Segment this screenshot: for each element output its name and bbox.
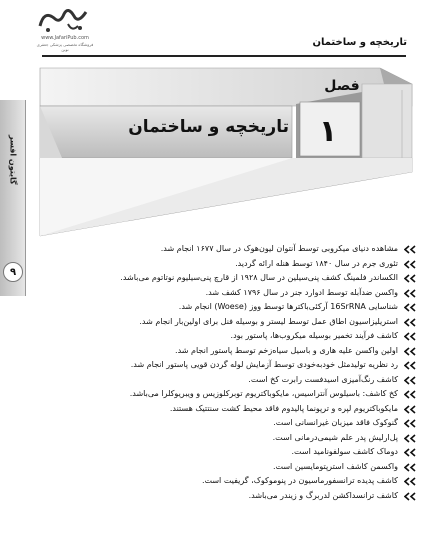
- publisher-url: www.JafariPub.com: [41, 35, 89, 41]
- running-header-title: تاریخچه و ساختمان: [312, 37, 407, 48]
- list-item: [40, 474, 416, 489]
- list-item-text: گنوکوک فاقد میزبان غیرانسانی است.: [273, 418, 398, 427]
- double-chevron-bullet-icon: [404, 463, 416, 472]
- publisher-tagline: فروشگاه تخصصی پزشکی جعفری نوین: [36, 42, 94, 52]
- list-item-text: استریلیزاسیون اطاق عمل توسط لیستر و بوسیله فنل برای اولین‌بار انجام شد.: [139, 316, 398, 326]
- double-chevron-bullet-icon: [404, 477, 416, 486]
- list-item-text: دوماک کاشف سولفونامید است.: [291, 447, 398, 456]
- list-item: [40, 300, 416, 315]
- list-item-text: کاشف پدیده ترانسفورماسیون در پنوموکوک، گریفیت است.: [201, 476, 398, 485]
- double-chevron-bullet-icon: [404, 303, 416, 312]
- double-chevron-bullet-icon: [404, 260, 416, 269]
- list-item-text: واکسمن کاشف استرپتومایسین است.: [272, 461, 398, 471]
- list-item: [40, 431, 416, 446]
- list-item: [40, 489, 416, 504]
- chapter-label: فصل: [324, 78, 360, 94]
- fact-list: [40, 242, 416, 503]
- list-item: [40, 329, 416, 344]
- list-item: [40, 344, 416, 359]
- double-chevron-bullet-icon: [404, 376, 416, 385]
- double-chevron-bullet-icon: [404, 492, 416, 501]
- double-chevron-bullet-icon: [404, 448, 416, 457]
- double-chevron-bullet-icon: [404, 289, 416, 298]
- list-item-text: کاشف رنگ‌آمیزی اسیدفست رابرت کخ است.: [248, 374, 398, 384]
- list-item: [40, 416, 416, 431]
- list-item: [40, 387, 416, 402]
- list-item-text: کخ کاشف: باسیلوس آنتراسیس، مایکوباکتریوم توبرکلوزیس و ویبریوکلرا می‌باشد.: [129, 389, 398, 398]
- list-item-text: واکسن ضدآبله توسط ادوارد جنر در سال ۱۷۹۶ کشف شد.: [205, 287, 398, 297]
- double-chevron-bullet-icon: [404, 405, 416, 414]
- list-item-text: پل‌ارلیش پدر علم شیمی‌درمانی است.: [272, 432, 398, 442]
- list-item-text: مایکوباکتریوم لپره و ترپونما پالیدوم فاقد محیط کشت سنتتیک هستند.: [169, 403, 398, 413]
- double-chevron-bullet-icon: [404, 434, 416, 443]
- list-item: [40, 358, 416, 373]
- list-item: [40, 373, 416, 388]
- list-item: [40, 460, 416, 475]
- list-item: [40, 286, 416, 301]
- double-chevron-bullet-icon: [404, 347, 416, 356]
- double-chevron-bullet-icon: [404, 419, 416, 428]
- list-item: [40, 402, 416, 417]
- double-chevron-bullet-icon: [404, 274, 416, 283]
- double-chevron-bullet-icon: [404, 245, 416, 254]
- list-item-text: الکساندر فلمینگ کشف پنی‌سیلین در سال ۱۹۲۸ از قارچ پنی‌سیلیوم نوتاتوم می‌باشد.: [120, 273, 398, 282]
- double-chevron-bullet-icon: [404, 361, 416, 370]
- list-item: [40, 242, 416, 257]
- list-item: [40, 271, 416, 286]
- double-chevron-bullet-icon: [404, 332, 416, 341]
- list-item: [40, 257, 416, 272]
- list-item-text: کاشف فرآیند تخمیر بوسیله میکروب‌ها، پاستور بود.: [230, 331, 398, 340]
- double-chevron-bullet-icon: [404, 390, 416, 399]
- list-item-text: تئوری جرم در سال ۱۸۴۰ توسط هنله ارائه گردید.: [235, 258, 398, 268]
- chapter-number: ۱: [318, 114, 338, 149]
- list-item-text: شناسایی 16SrRNA آرکئی‌باکترها توسط ووز (Woese) انجام شد.: [178, 302, 398, 311]
- list-item-text: اولین واکسن علیه هاری و باسیل سیاه‌زخم توسط پاستور انجام شد.: [175, 345, 398, 355]
- chapter-title: تاریخچه و ساختمان: [128, 117, 289, 137]
- double-chevron-bullet-icon: [404, 318, 416, 327]
- page-number: ۹: [3, 262, 23, 282]
- list-item: [40, 445, 416, 460]
- list-item-text: کاشف ترانسداکشن لدربرگ و زیندر می‌باشد.: [248, 490, 398, 500]
- list-item-text: رد نظریه تولیدمثل خودبه‌خودی توسط آزمایش لوله گردن قویی پاستور انجام شد.: [130, 360, 398, 369]
- list-item: [40, 315, 416, 330]
- list-item-text: مشاهده دنیای میکروبی توسط آنتوان لیون‌هوک در سال ۱۶۷۷ انجام شد.: [160, 244, 398, 253]
- side-tab-text: گایتون افسر: [8, 135, 18, 185]
